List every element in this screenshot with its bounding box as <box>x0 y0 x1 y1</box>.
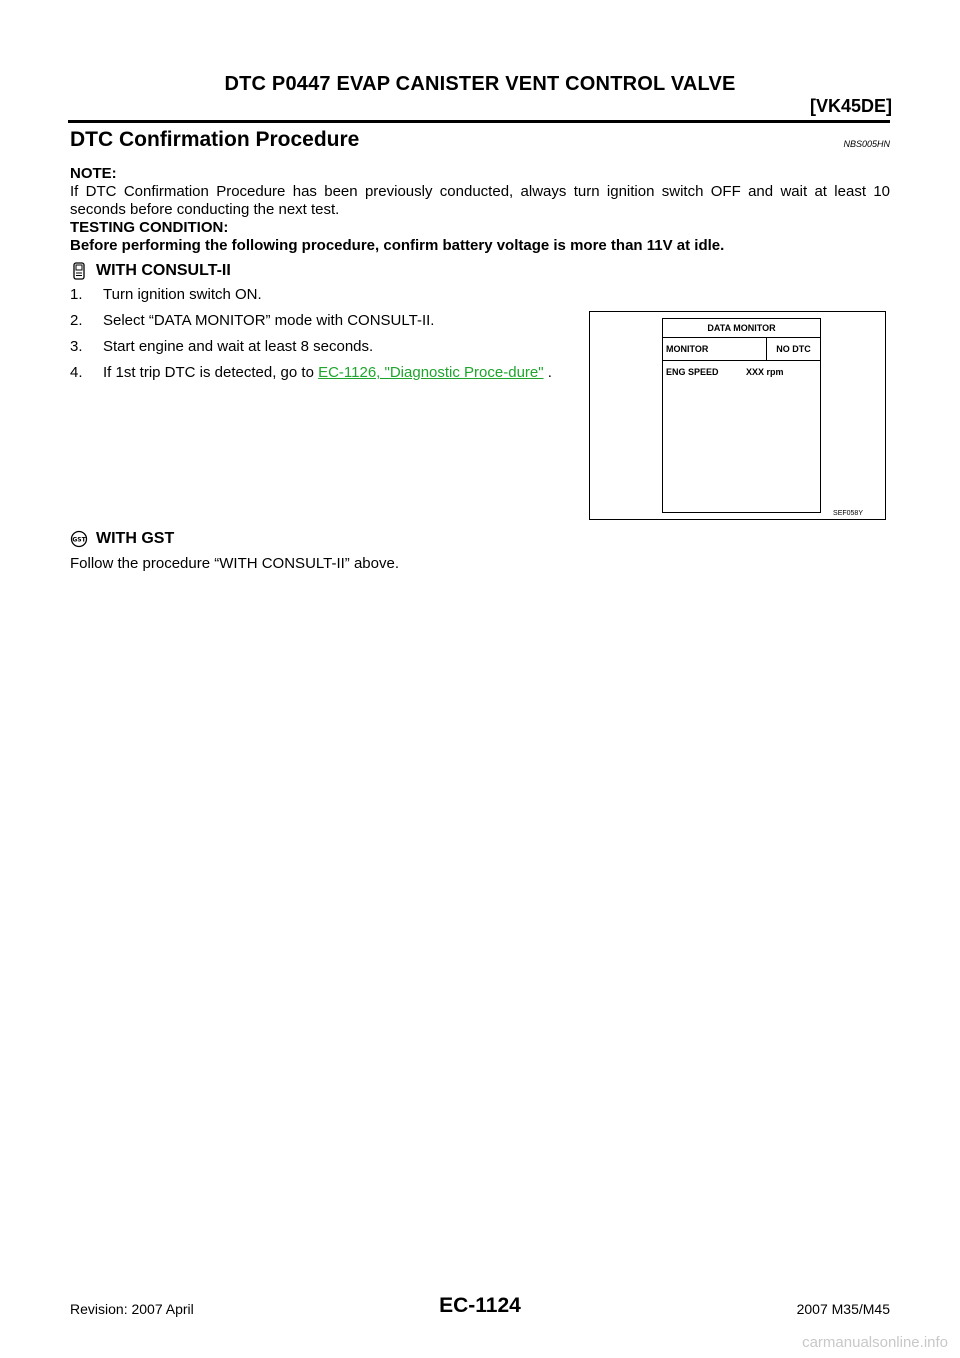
dtc-status-label: NO DTC <box>776 344 811 354</box>
step-text-before-link: If 1st trip DTC is detected, go to <box>103 364 319 381</box>
section-title: DTC Confirmation Procedure <box>70 128 360 151</box>
step-number: 4. <box>70 364 83 381</box>
step-item <box>70 338 580 356</box>
screen-header-row <box>663 338 820 361</box>
step-text-after-link: . <box>543 364 552 381</box>
gst-tool-icon <box>70 530 88 548</box>
engine-tag: [VK45DE] <box>809 96 892 116</box>
figure-code: SEF058Y <box>833 510 863 517</box>
step-number: 2. <box>70 312 83 329</box>
gst-heading <box>70 530 174 548</box>
svg-text:GST: GST <box>72 536 86 544</box>
step-text: Select “DATA MONITOR” mode with CONSULT-II. <box>103 312 435 329</box>
site-watermark: carmanualsonline.info <box>802 1334 948 1351</box>
testing-condition-text: Before performing the following procedure, confirm battery voltage is more than 11V at idle. <box>70 237 725 254</box>
consult-heading-text: WITH CONSULT-II <box>96 262 231 279</box>
monitor-item-value: XXX rpm <box>746 367 784 377</box>
consult-heading <box>70 262 231 280</box>
screen-title: DATA MONITOR <box>663 319 820 338</box>
consult-tool-icon <box>70 262 88 280</box>
revision-date: Revision: 2007 April <box>70 1301 194 1317</box>
page-number: EC-1124 <box>439 1294 521 1317</box>
data-monitor-figure <box>589 311 886 520</box>
consult-screen <box>662 318 821 513</box>
monitor-column-label: MONITOR <box>663 338 767 360</box>
step-text <box>103 364 580 382</box>
monitor-item-row <box>663 361 820 377</box>
step-number: 3. <box>70 338 83 355</box>
step-item <box>70 286 580 304</box>
section-code: NBS005HN <box>843 139 890 149</box>
gst-heading-text: WITH GST <box>96 530 175 547</box>
model-label: 2007 M35/M45 <box>796 1301 890 1317</box>
page-title: DTC P0447 EVAP CANISTER VENT CONTROL VALVE <box>224 73 736 95</box>
monitor-item-label: ENG SPEED <box>666 367 719 377</box>
step-item <box>70 312 580 330</box>
header-rule <box>68 120 890 123</box>
testing-condition-label: TESTING CONDITION: <box>70 219 229 236</box>
step-text: Start engine and wait at least 8 seconds. <box>103 338 374 355</box>
diagnostic-procedure-link[interactable]: EC-1126, "Diagnostic Proce-dure" <box>318 364 544 381</box>
step-text: Turn ignition switch ON. <box>103 286 262 303</box>
step-number: 1. <box>70 286 83 303</box>
consult-steps <box>70 286 580 390</box>
gst-text: Follow the procedure “WITH CONSULT-II” above. <box>70 555 399 572</box>
step-item <box>70 364 580 382</box>
note-label: NOTE: <box>70 165 117 182</box>
note-text: If DTC Confirmation Procedure has been previously conducted, always turn ignition switch OFF and wait at least 10 seconds before conducting the next test. <box>70 183 890 218</box>
